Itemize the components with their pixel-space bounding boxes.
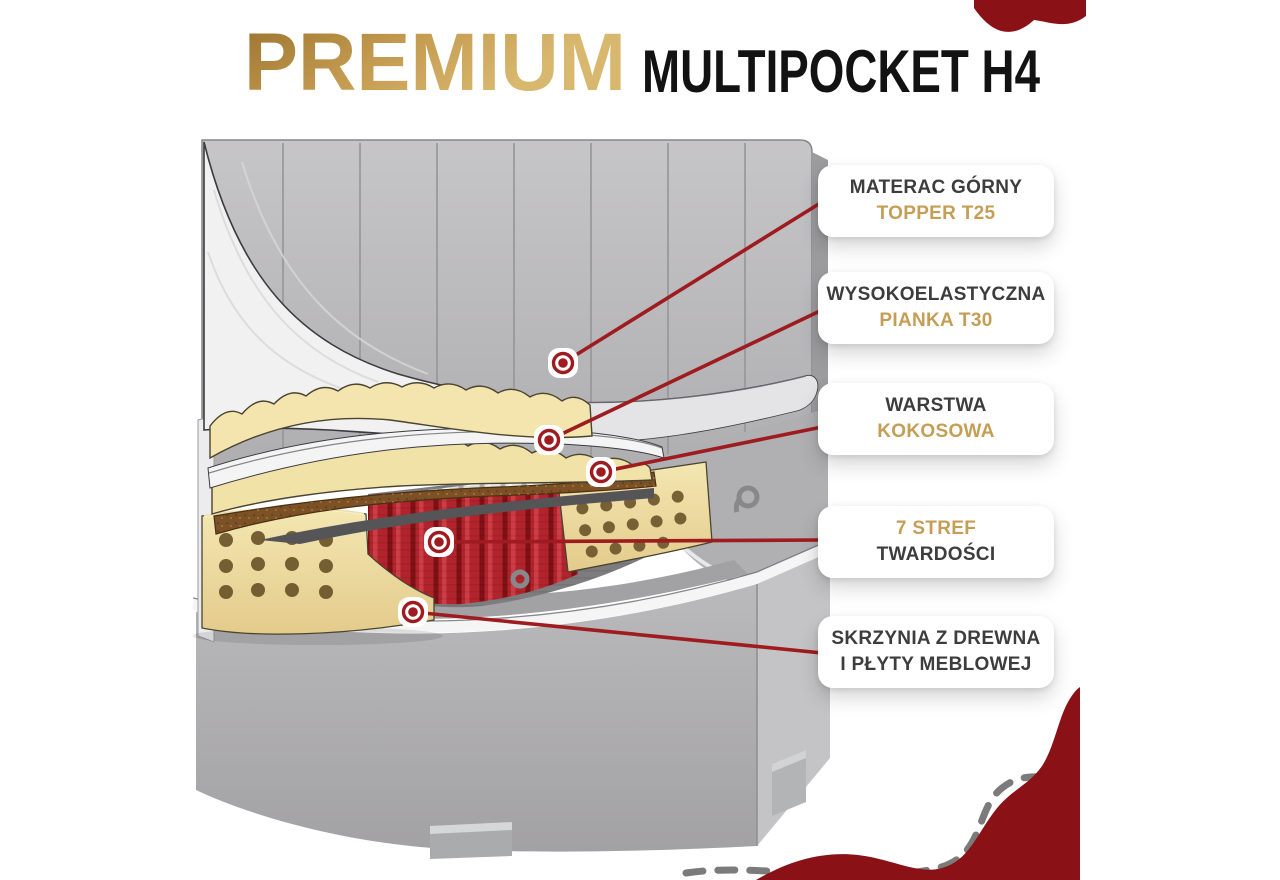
callout-skrzynia xyxy=(818,616,1054,688)
marker-kokos xyxy=(586,457,616,487)
marker-skrzynia xyxy=(398,597,428,627)
marker-strefy xyxy=(424,527,454,557)
callout-line1: SKRZYNIA Z DREWNA xyxy=(831,628,1041,649)
callout-line2: TWARDOŚCI xyxy=(876,544,996,565)
callout-strefy xyxy=(818,506,1054,578)
callout-line1: MATERAC GÓRNY xyxy=(849,177,1023,198)
callout-topper xyxy=(818,165,1054,237)
callout-line1: 7 STREF xyxy=(895,518,977,539)
marker-pianka xyxy=(534,425,564,455)
callout-line2: I PŁYTY MEBLOWEJ xyxy=(840,654,1032,675)
callout-line2: TOPPER T25 xyxy=(876,203,996,224)
model-title: MULTIPOCKET H4 xyxy=(642,38,1041,105)
callout-line2: KOKOSOWA xyxy=(877,421,995,442)
marker-topper xyxy=(548,348,578,378)
brand-title: PREMIUM xyxy=(244,17,626,108)
callout-line1: WARSTWA xyxy=(885,395,987,416)
callout-line2: PIANKA T30 xyxy=(879,310,993,331)
corner-blob-top-right xyxy=(974,0,1086,32)
callout-kokos xyxy=(818,383,1054,455)
callout-line1: WYSOKOELASTYCZNA xyxy=(826,284,1046,305)
callout-line-strefy xyxy=(439,540,822,542)
callout-pianka xyxy=(818,272,1054,344)
